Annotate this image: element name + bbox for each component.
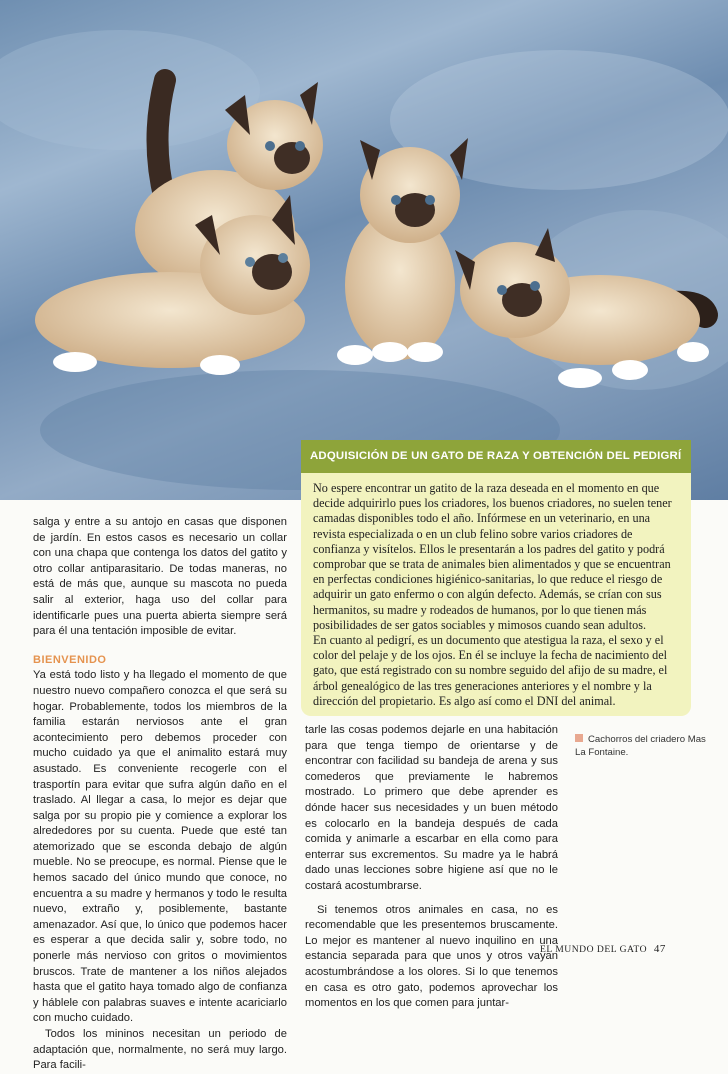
kittens-photo [0, 0, 728, 500]
page-number: 47 [653, 943, 666, 955]
magazine-name: EL MUNDO DEL GATO [540, 944, 648, 955]
body-paragraph: tarle las cosas podemos dejarle en una habitación para que tenga tiempo de orientarse y de encontrar con facilidad su bandeja de arena y sus comederos que previamente le habremos mostrado. Lo primero que debe aprender es dónde hacer sus necesidades y un buen método es colocarlo en la bandeja después de cada comida y animarle a escarbar en ella como para enterrar sus excrementos. Su madre ya le habrá dado unas lecciones sobre higiene así que no le costará acostumbrarse. [305, 724, 558, 892]
left-column [33, 515, 287, 1074]
body-paragraph: Ya está todo listo y ha llegado el momento de que nuestro nuevo compañero conozca el que será su hogar. Probablemente, todos los miembros de la familia estarán nerviosos ante el gran acontecimiento pero debemos proceder con mucho cuidado ya que el animalito estará muy asustado. Es conveniente recogerle con el trasportín para evitar que sufra algún daño en el traslado. Al llegar a casa, lo mejor es dejar que salga por su propio pie y comience a explorar los alrededores por su cuenta. Puede que esté tan atemorizado que se esconda debajo de algún mueble. No se preocupe, es normal. Piense que le hemos sacado del único mundo que conoce, no encuentra a su madre y hermanos y todo le resulta nuevo, extraño y, posiblemente, bastante amenazador. Así que, lo único que podemos hacer es esperar a que decida salir y, sobre todo, no ponerle más nervioso con gritos o movimientos bruscos. Trate de mantener a los niños alejados hasta que el gatito haya tomado algo de confianza y háblele con palabras suaves e intente acariciarlo con mucho cuidado. [33, 669, 287, 1025]
caption-text: Cachorros del criadero Mas La Fontaine. [575, 734, 706, 758]
kittens-illustration [0, 0, 728, 500]
photo-caption [575, 733, 715, 759]
page-footer [540, 943, 666, 955]
section-heading: BIENVENIDO [33, 653, 107, 666]
sidebar-body [301, 473, 691, 709]
right-column [305, 723, 558, 1012]
body-paragraph: Todos los mininos necesitan un periodo de adaptación que, normalmente, no será muy largo. Para facili- [33, 1028, 287, 1072]
sidebar-title: ADQUISICIÓN DE UN GATO DE RAZA Y OBTENCIÓN DEL PEDIGRÍ [301, 440, 691, 473]
sidebar-paragraph: En cuanto al pedigrí, es un documento que atestigua la raza, el sexo y el color del pelaje y de los ojos. En él se incluye la fecha de nacimiento del gato, que está registrado con su nombre seguido del afijo de su madre, el árbol genealógico de las tres generaciones anteriores y el nombre y la dirección del propietario. Es algo así como el DNI del animal. [313, 633, 668, 708]
sidebar-box [301, 440, 691, 716]
sidebar-paragraph: No espere encontrar un gatito de la raza deseada en el momento en que decide adquirirlo pues los criadores, los buenos criadores, no suelen tener camadas disponibles todo el año. Infórmese en un veterinario, en una revista especializada o en un club felino sobre varios criadores de confianza y visítelos. Ellos le presentarán a los padres del gatito y podrá comprobar que se trata de animales bien alimentados y que se encuentran en perfectas condiciones higiénico-sanitarias, lo que reduce el riesgo de adquirir un gato enfermo o con algún defecto. Además, se crían con sus hermanitos, su madre y rodeados de humanos, por lo que tienen más posibilidades de ser gatos sociables y mimosos cuando sean adultos. [313, 481, 672, 632]
intro-paragraph: salga y entre a su antojo en casas que disponen de jardín. En estos casos es necesario un collar con una chapa que contenga los datos del gatito y otro collar antiparasitario. De todas maneras, no está de más que, aunque su mascota no pueda salir al exterior, haga uso del collar para identificarle pues una puerta abierta siempre será para él una tentación imposible de evitar. [33, 516, 287, 638]
caption-marker-icon [575, 734, 583, 742]
body-paragraph: Si tenemos otros animales en casa, no es recomendable que les presentemos bruscamente. Lo mejor es mantener al nuevo inquilino en una estancia separada para que unos y otros vayan acostumbrándose a los olores. Si lo que tenemos en casa es otro gato, podemos aprovechar los momentos en los que comen para juntar- [305, 903, 558, 1010]
